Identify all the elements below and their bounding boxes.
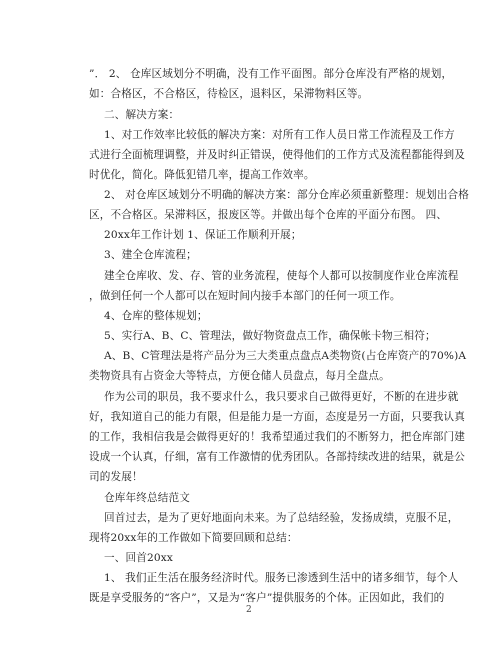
text-line: 20xx年工作计划 1、保证工作顺利开展； [104,229,302,241]
text-line: 设成一个认真，仔细，富有工作激情的优秀团队。各部持续改进的结果，就是公 [89,451,466,463]
page-number: 2 [246,605,252,615]
text-line: 1、 我们正生活在服务经济时代。服务已渗透到生活中的诸多细节，每个人 [104,572,459,584]
text-line: 现将20xx年的工作做如下简要回顾和总结： [89,532,298,544]
text-line: 时优化，简化。降低犯错几率，提高工作效率。 [89,169,315,181]
text-line: 作为公司的职员，我不要求什么，我只要求自己做得更好，不断的在进步就 [104,391,459,403]
section-heading: 二、解决方案： [104,109,180,121]
text-line: 既是享受服务的“客户”，又是为“客户”提供服务的个体。正因如此，我们的 [89,592,445,604]
text-line: ”． 2、 仓库区域划分不明确，没有工作平面图。部分仓库没有严格的规划， [89,68,453,80]
text-line: 司的发展！ [89,471,143,483]
text-line: A、B、C管理法是将产品分为三大类重点盘点A类物资(占仓库资产的70%)A [104,350,467,362]
article-title: 仓库年终总结范文 [104,492,190,504]
text-line: 2、 对仓库区域划分不明确的解决方案：部分仓库必须重新整理：规划出合格 [104,189,469,201]
section-heading: 一、回首20xx [104,552,174,564]
text-line: 建全仓库收、发、存、管的业务流程，使每个人都可以按制度作业仓库流程 [104,270,459,282]
text-line: ，做到任何一个人都可以在短时间内接手本部门的任何一项工作。 [89,290,401,302]
text-line: 的工作，我相信我是会做得更好的！我希望通过我们的不断努力，把仓库部门建 [89,431,466,443]
text-line: 1、对工作效率比较低的解决方案：对所有工作人员日常工作流程及工作方 [104,129,455,141]
text-line: 式进行全面梳理调整，并及时纠正错误，使得他们的工作方式及流程都能得到及 [89,149,466,161]
text-line: 回首过去，是为了更好地面向未来。为了总结经验，发扬成绩，克服不足， [104,512,459,524]
text-line: 区，不合格区。呆滞料区，报废区等。并做出每个仓库的平面分布图。 四、 [89,209,448,221]
text-line: 4、仓库的整体规划； [104,310,208,322]
text-line: 5、实行A、B、C、管理法，做好物资盘点工作，确保帐卡物三相符； [104,330,436,342]
text-line: 3、建全仓库流程； [104,249,197,261]
text-line: 好，我知道自己的能力有限，但是能力是一方面，态度是另一方面，只要我认真 [89,411,466,423]
text-line: 类物资具有占资金大等特点，方便仓储人员盘点，每月全盘点。 [89,370,390,382]
text-line: 如：合格区，不合格区，待检区，退料区，呆滞物料区等。 [89,88,369,100]
